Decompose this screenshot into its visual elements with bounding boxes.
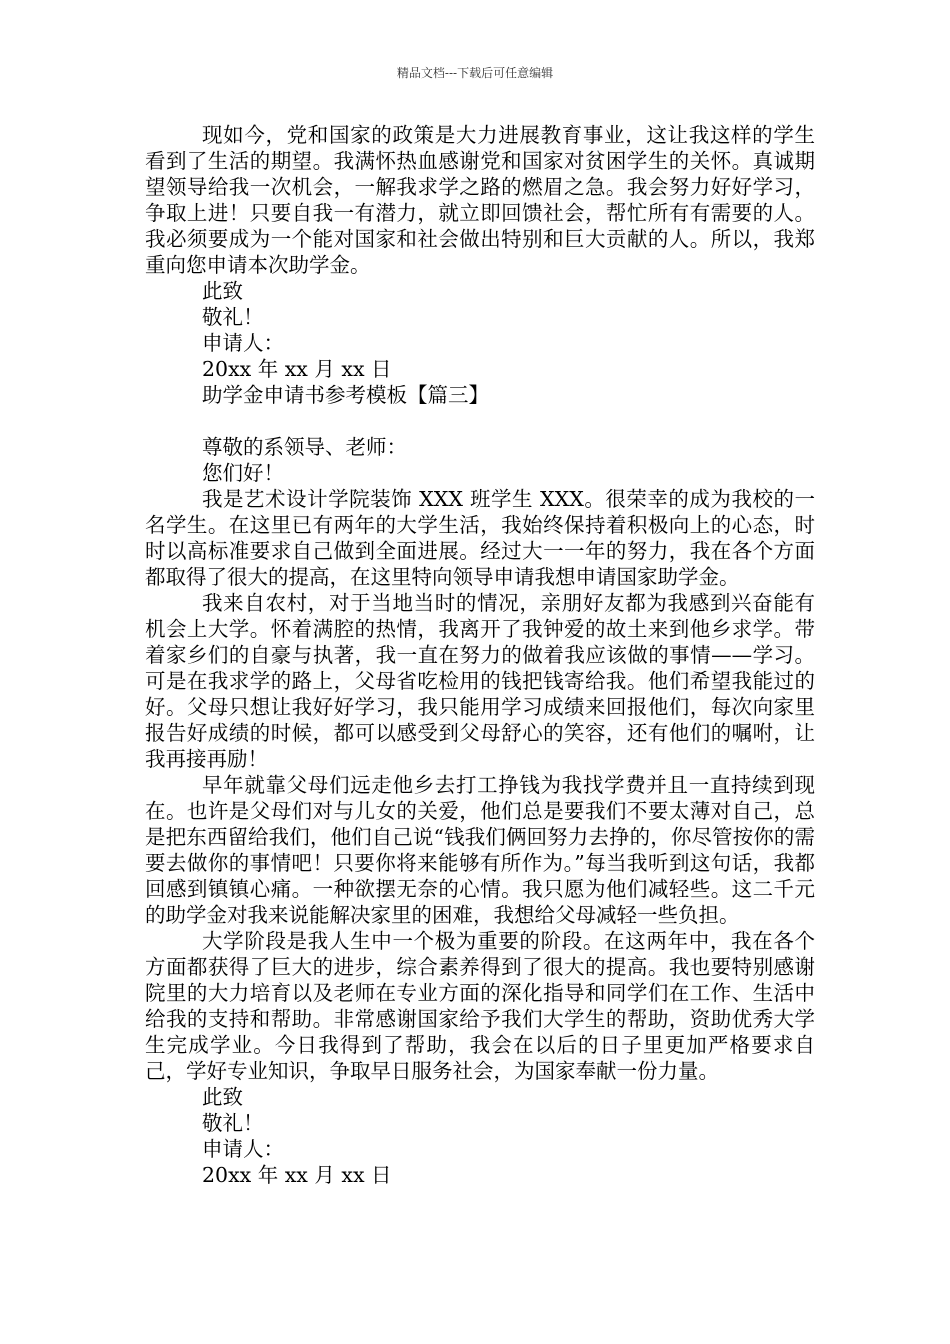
body-paragraph: 早年就靠父母们远走他乡去打工挣钱为我找学费并且一直持续到现在。也许是父母们对与儿女的关爱，他们总是要我们不要太薄对自己，总是把东西留给我们，他们自己说“钱我们俩回努力去挣的，你尽管按你的需要去做你的事情吧！只要你将来能够有所作为。”每当我听到这句话，我都回感到镇镇心痛。一种欲摆无奈的心情。我只愿为他们减轻些。这二千元的助学金对我来说能解决家里的困难，我想给父母减轻一些负担。 xyxy=(145,773,815,927)
applicant-line: 申请人： xyxy=(202,1137,284,1161)
page-header: 精品文档---下载后可任意编辑 xyxy=(396,66,554,80)
applicant-line: 申请人： xyxy=(202,331,284,355)
closing-line: 此致 xyxy=(202,279,243,303)
date-line: 20xx 年 xx 月 xx 日 xyxy=(202,357,392,381)
body-paragraph: 大学阶段是我人生中一个极为重要的阶段。在这两年中，我在各个方面都获得了巨大的进步，综合素养得到了很大的提高。我也要特别感谢院里的大力培育以及老师在专业方面的深化指导和同学们在工作、生活中给我的支持和帮助。非常感谢国家给予我们大学生的帮助，资助优秀大学生完成学业。今日我得到了帮助，我会在以后的日子里更加严格要求自己，学好专业知识，争取早日服务社会，为国家奉献一份力量。 xyxy=(145,929,815,1083)
section-title: 助学金申请书参考模板【篇三】 xyxy=(202,383,489,407)
body-paragraph: 我来自农村，对于当地当时的情况，亲朋好友都为我感到兴奋能有机会上大学。怀着满腔的热情，我离开了我钟爱的故土来到他乡求学。带着家乡们的自豪与执著，我一直在努力的做着我应该做的事情——学习。可是在我求学的路上，父母省吃检用的钱把钱寄给我。他们希望我能过的好。父母只想让我好好学习，我只能用学习成绩来回报他们，每次向家里报告好成绩的时候，都可以感受到父母舒心的笑容，还有他们的嘱咐，让我再接再励！ xyxy=(145,591,815,771)
greeting-line: 尊敬的系领导、老师： xyxy=(202,435,407,459)
date-line: 20xx 年 xx 月 xx 日 xyxy=(202,1163,392,1187)
blank-line xyxy=(145,408,815,434)
document-body xyxy=(145,122,815,1188)
body-paragraph: 我是艺术设计学院装饰 XXX 班学生 XXX。很荣幸的成为我校的一名学生。在这里已有两年的大学生活，我始终保持着积极向上的心态，时时以高标准要求自己做到全面进展。经过大一一年的努力，我在各个方面都取得了很大的提高，在这里特向领导申请我想申请国家助学金。 xyxy=(145,487,815,589)
hello-line: 您们好！ xyxy=(202,461,284,485)
salute-line: 敬礼！ xyxy=(202,305,264,329)
salute-line: 敬礼！ xyxy=(202,1111,264,1135)
closing-line: 此致 xyxy=(202,1085,243,1109)
intro-paragraph: 现如今，党和国家的政策是大力进展教育事业，这让我这样的学生看到了生活的期望。我满怀热血感谢党和国家对贫困学生的关怀。真诚期望领导给我一次机会，一解我求学之路的燃眉之急。我会努力好好学习，争取上进！只要自我一有潜力，就立即回馈社会，帮忙所有有需要的人。我必须要成为一个能对国家和社会做出特别和巨大贡献的人。所以，我郑重向您申请本次助学金。 xyxy=(145,123,815,277)
